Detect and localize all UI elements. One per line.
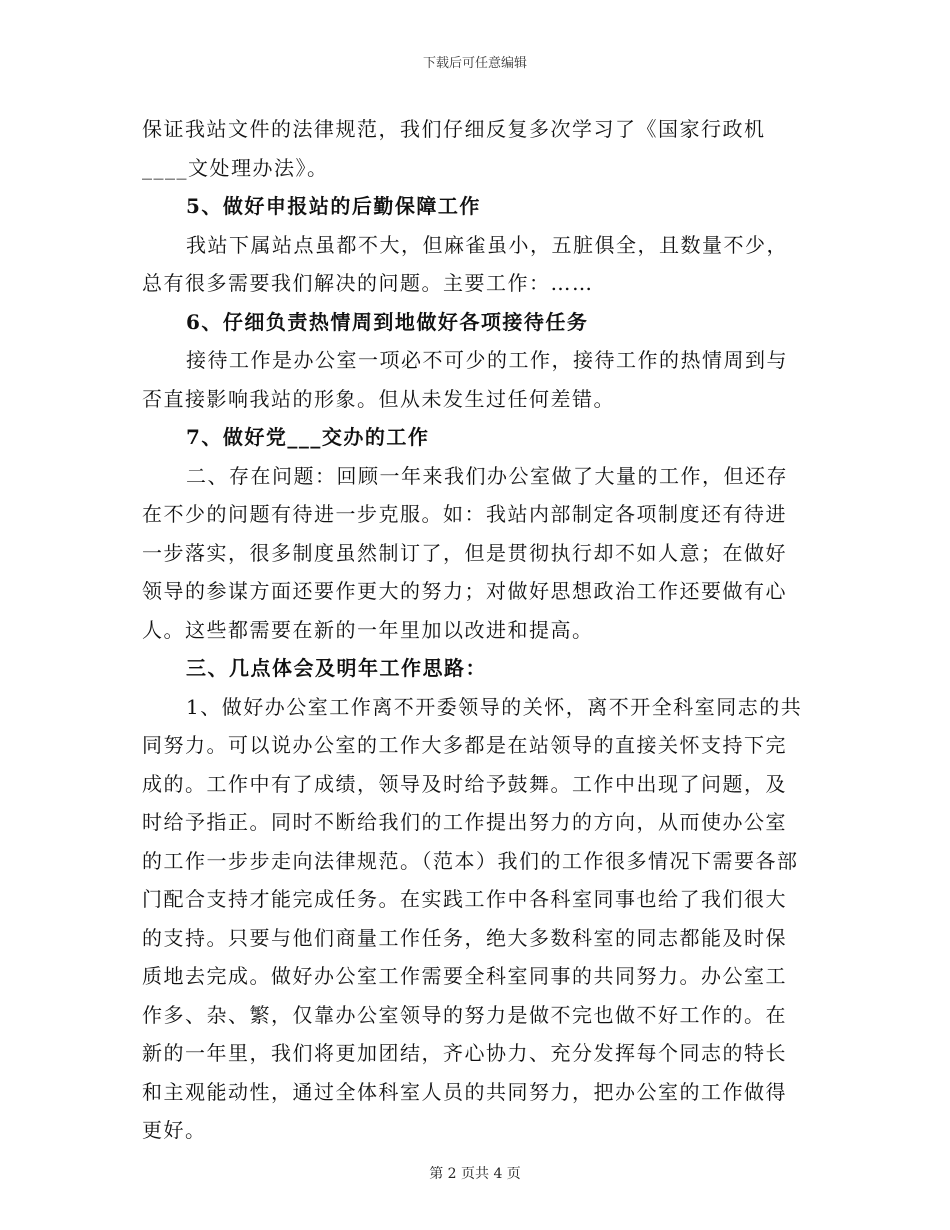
section-heading: 6、仔细负责热情周到地做好各项接待任务: [186, 309, 589, 334]
page-footer: 第 2 页共 4 页: [429, 1166, 521, 1182]
page-header: 下载后可任意编辑: [422, 56, 527, 71]
section-heading: 5、做好申报站的后勤保障工作: [186, 194, 481, 218]
paragraph: 二、存在问题：回顾一年来我们办公室做了大量的工作，但还存在不少的问题有待进一步克服。如：我站内部制定各项制度还有待进一步落实，很多制度虽然制订了，但是贯彻执行却不如人意；在做好领导的参谋方面还要作更大的努力；对做好思想政治工作还要做有心人。这些都需要在新的一年里加以改进和提高。: [142, 463, 788, 642]
paragraph: 接待工作是办公室一项必不可少的工作，接待工作的热情周到与否直接影响我站的形象。但从未发生过任何差错。: [142, 348, 788, 411]
document-body: [142, 110, 808, 1150]
paragraph: 我站下属站点虽都不大，但麻雀虽小，五脏俱全，且数量不少，总有很多需要我们解决的问题。主要工作：……: [142, 232, 788, 295]
paragraph: 保证我站文件的法律规范，我们仔细反复多次学习了《国家行政机____文处理办法》。: [142, 117, 766, 180]
section-heading: 三、几点体会及明年工作思路：: [186, 656, 487, 680]
paragraph: 1、做好办公室工作离不开委领导的关怀，离不开全科室同志的共同努力。可以说办公室的工作大多都是在站领导的直接关怀支持下完成的。工作中有了成绩，领导及时给予鼓舞。工作中出现了问题，及时给予指正。同时不断给我们的工作提出努力的方向，从而使办公室的工作一步步走向法律规范。（范本）我们的工作很多情况下需要各部门配合支持才能完成任务。在实践工作中各科室同事也给了我们很大的支持。只要与他们商量工作任务，绝大多数科室的同志都能及时保质地去完成。做好办公室工作需要全科室同事的共同努力。办公室工作多、杂、繁，仅靠办公室领导的努力是做不完也做不好工作的。在新的一年里，我们将更加团结，齐心协力、充分发挥每个同志的特长和主观能动性，通过全体科室人员的共同努力，把办公室的工作做得更好。: [142, 694, 803, 1142]
section-heading: 7、做好党___交办的工作: [186, 425, 430, 449]
